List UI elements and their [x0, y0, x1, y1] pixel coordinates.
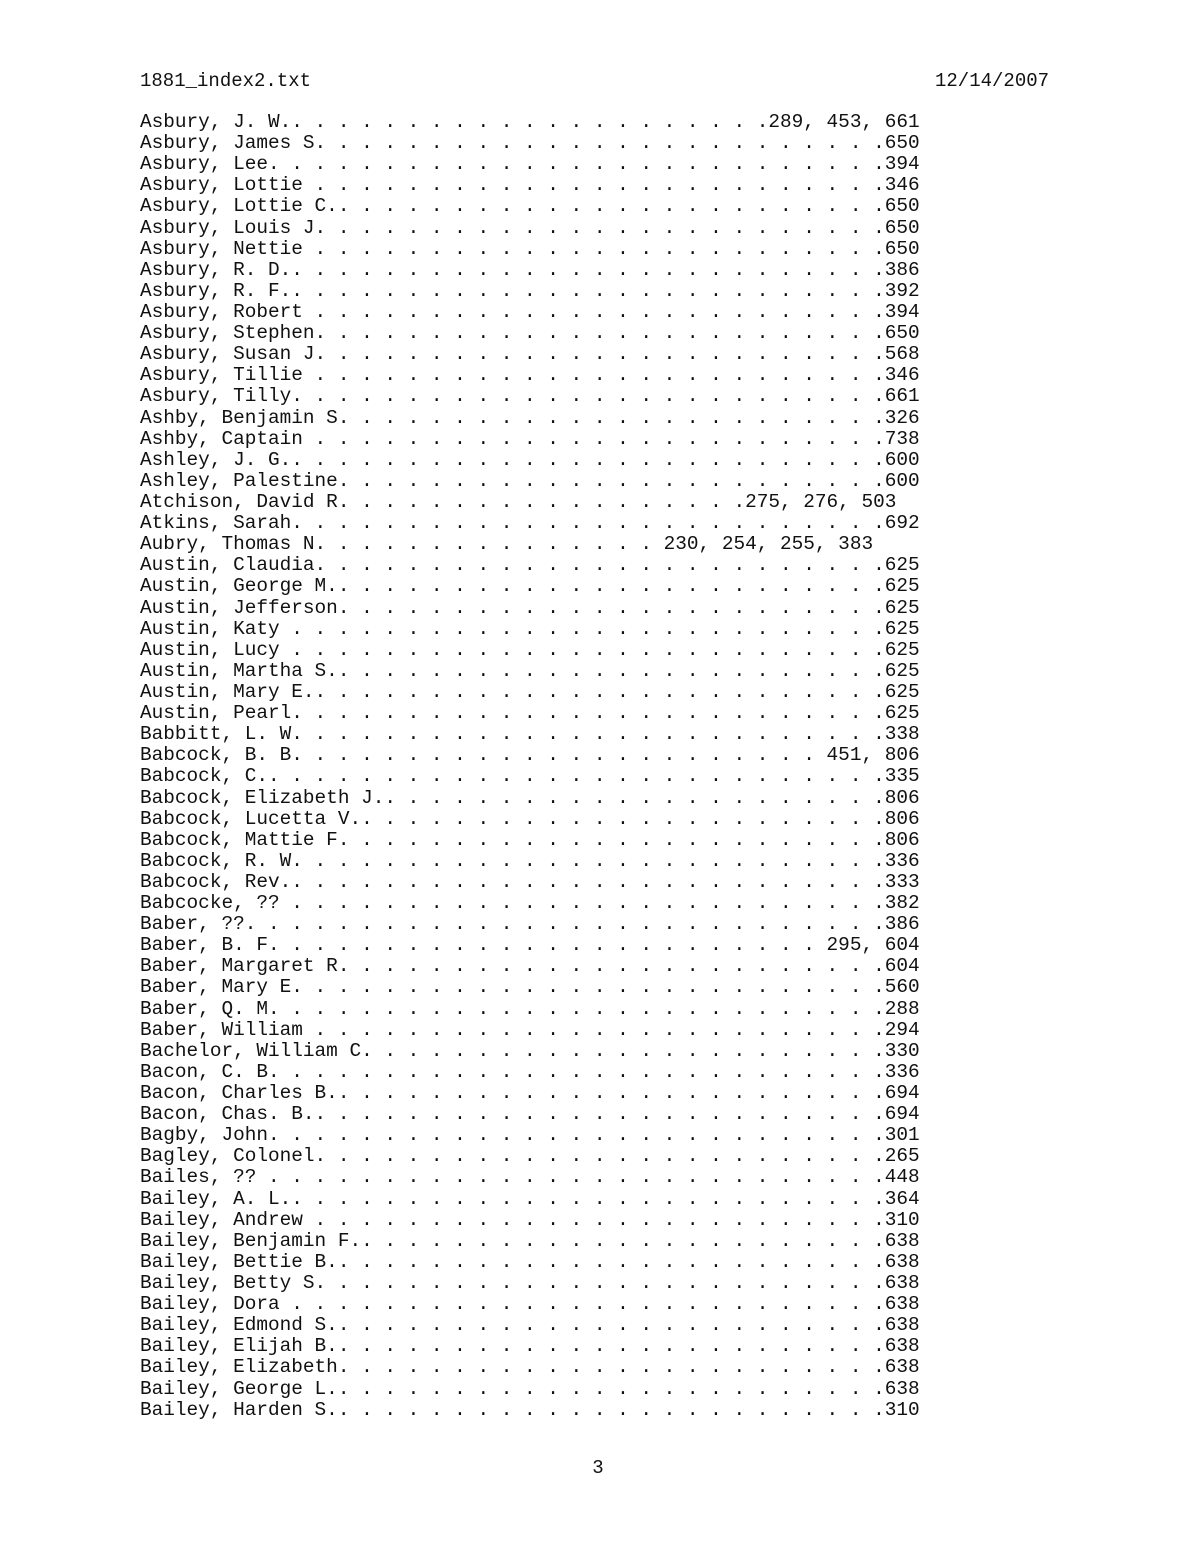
index-entry: Babcock, Mattie F. . . . . . . . . . . . . . . . . . . . . . . .806 [140, 828, 920, 851]
index-entry: Babcock, R. W. . . . . . . . . . . . . . . . . . . . . . . . . .336 [140, 849, 920, 872]
index-entry: Asbury, Susan J. . . . . . . . . . . . . . . . . . . . . . . . .568 [140, 343, 920, 366]
index-entry: Asbury, Lottie . . . . . . . . . . . . . . . . . . . . . . . . .346 [140, 174, 920, 197]
index-entry: Ashby, Benjamin S. . . . . . . . . . . . . . . . . . . . . . . .326 [140, 406, 920, 429]
index-entry: Asbury, R. F.. . . . . . . . . . . . . . . . . . . . . . . . . .392 [140, 279, 920, 302]
index-entry: Atkins, Sarah. . . . . . . . . . . . . . . . . . . . . . . . . .692 [140, 512, 920, 535]
index-entry: Bachelor, William C. . . . . . . . . . . . . . . . . . . . . . .330 [140, 1039, 920, 1062]
index-entry: Bailey, Elijah B.. . . . . . . . . . . . . . . . . . . . . . . .638 [140, 1335, 920, 1358]
index-entry: Baber, Margaret R. . . . . . . . . . . . . . . . . . . . . . . .604 [140, 955, 920, 978]
index-entry: Bacon, C. B. . . . . . . . . . . . . . . . . . . . . . . . . . .336 [140, 1060, 920, 1083]
index-entry: Babcock, B. B. . . . . . . . . . . . . . . . . . . . . . . 451, 806 [140, 744, 920, 767]
index-entry: Ashley, Palestine. . . . . . . . . . . . . . . . . . . . . . . .600 [140, 469, 920, 492]
index-entry: Bailey, Edmond S.. . . . . . . . . . . . . . . . . . . . . . . .638 [140, 1314, 920, 1337]
index-entry: Bailey, Bettie B.. . . . . . . . . . . . . . . . . . . . . . . .638 [140, 1250, 920, 1273]
index-entry: Austin, George M.. . . . . . . . . . . . . . . . . . . . . . . .625 [140, 575, 920, 598]
index-entry: Austin, Martha S.. . . . . . . . . . . . . . . . . . . . . . . .625 [140, 659, 920, 682]
index-entry: Austin, Claudia. . . . . . . . . . . . . . . . . . . . . . . . .625 [140, 554, 920, 577]
index-entry: Atchison, David R. . . . . . . . . . . . . . . . . .275, 276, 503 [140, 490, 897, 513]
index-entry: Babcock, Rev.. . . . . . . . . . . . . . . . . . . . . . . . . .333 [140, 870, 920, 893]
index-entry: Babcock, Elizabeth J.. . . . . . . . . . . . . . . . . . . . . .806 [140, 786, 920, 809]
index-entry: Asbury, James S. . . . . . . . . . . . . . . . . . . . . . . . .650 [140, 132, 920, 155]
index-entry: Ashley, J. G.. . . . . . . . . . . . . . . . . . . . . . . . . .600 [140, 448, 920, 471]
index-entry: Baber, Mary E. . . . . . . . . . . . . . . . . . . . . . . . . .560 [140, 976, 920, 999]
index-entry: Austin, Jefferson. . . . . . . . . . . . . . . . . . . . . . . .625 [140, 596, 920, 619]
index-entry: Asbury, Nettie . . . . . . . . . . . . . . . . . . . . . . . . .650 [140, 237, 920, 260]
index-entry: Austin, Pearl. . . . . . . . . . . . . . . . . . . . . . . . . .625 [140, 702, 920, 725]
index-entry: Aubry, Thomas N. . . . . . . . . . . . . . . 230, 254, 255, 383 [140, 533, 874, 556]
index-entry: Bailey, Andrew . . . . . . . . . . . . . . . . . . . . . . . . .310 [140, 1208, 920, 1231]
index-entry: Bagley, Colonel. . . . . . . . . . . . . . . . . . . . . . . . .265 [140, 1145, 920, 1168]
index-entry: Baber, William . . . . . . . . . . . . . . . . . . . . . . . . .294 [140, 1018, 920, 1041]
index-entry: Ashby, Captain . . . . . . . . . . . . . . . . . . . . . . . . .738 [140, 427, 920, 450]
index-entry: Baber, B. F. . . . . . . . . . . . . . . . . . . . . . . . 295, 604 [140, 934, 920, 957]
index-entry: Asbury, Robert . . . . . . . . . . . . . . . . . . . . . . . . .394 [140, 300, 920, 323]
page-number: 3 [592, 1457, 604, 1479]
index-entry: Babcock, C.. . . . . . . . . . . . . . . . . . . . . . . . . . .335 [140, 765, 920, 788]
index-entry: Baber, Q. M. . . . . . . . . . . . . . . . . . . . . . . . . . .288 [140, 997, 920, 1020]
index-entry: Baber, ??. . . . . . . . . . . . . . . . . . . . . . . . . . . .386 [140, 913, 920, 936]
index-entry: Asbury, R. D.. . . . . . . . . . . . . . . . . . . . . . . . . .386 [140, 258, 920, 281]
document-filename: 1881_index2.txt [140, 70, 312, 92]
index-entry: Bailey, Betty S. . . . . . . . . . . . . . . . . . . . . . . . .638 [140, 1272, 920, 1295]
index-entry: Asbury, Lee. . . . . . . . . . . . . . . . . . . . . . . . . . .394 [140, 153, 920, 176]
index-entry-list [140, 112, 920, 1421]
index-entry: Austin, Katy . . . . . . . . . . . . . . . . . . . . . . . . . .625 [140, 617, 920, 640]
index-entry: Babcock, Lucetta V.. . . . . . . . . . . . . . . . . . . . . . .806 [140, 807, 920, 830]
index-entry: Bailey, George L.. . . . . . . . . . . . . . . . . . . . . . . .638 [140, 1377, 920, 1400]
document-date: 12/14/2007 [935, 70, 1050, 92]
index-entry: Asbury, Stephen. . . . . . . . . . . . . . . . . . . . . . . . .650 [140, 322, 920, 345]
index-entry: Bailey, Benjamin F.. . . . . . . . . . . . . . . . . . . . . . .638 [140, 1229, 920, 1252]
index-entry: Babcocke, ?? . . . . . . . . . . . . . . . . . . . . . . . . . .382 [140, 892, 920, 915]
index-entry: Bailey, A. L.. . . . . . . . . . . . . . . . . . . . . . . . . .364 [140, 1187, 920, 1210]
index-entry: Asbury, J. W.. . . . . . . . . . . . . . . . . . . . .289, 453, 661 [140, 111, 920, 133]
index-entry: Bailey, Elizabeth. . . . . . . . . . . . . . . . . . . . . . . .638 [140, 1356, 920, 1379]
index-entry: Austin, Lucy . . . . . . . . . . . . . . . . . . . . . . . . . .625 [140, 638, 920, 661]
index-entry: Austin, Mary E.. . . . . . . . . . . . . . . . . . . . . . . . .625 [140, 680, 920, 703]
index-entry: Babbitt, L. W. . . . . . . . . . . . . . . . . . . . . . . . . .338 [140, 723, 920, 746]
index-entry: Bailey, Dora . . . . . . . . . . . . . . . . . . . . . . . . . .638 [140, 1293, 920, 1316]
index-entry: Bailey, Harden S.. . . . . . . . . . . . . . . . . . . . . . . .310 [140, 1398, 920, 1421]
index-entry: Bacon, Charles B.. . . . . . . . . . . . . . . . . . . . . . . .694 [140, 1082, 920, 1105]
index-entry: Asbury, Tillie . . . . . . . . . . . . . . . . . . . . . . . . .346 [140, 364, 920, 387]
index-entry: Asbury, Tilly. . . . . . . . . . . . . . . . . . . . . . . . . .661 [140, 385, 920, 408]
index-entry: Asbury, Lottie C.. . . . . . . . . . . . . . . . . . . . . . . .650 [140, 195, 920, 218]
index-entry: Bacon, Chas. B.. . . . . . . . . . . . . . . . . . . . . . . . .694 [140, 1103, 920, 1126]
index-entry: Bagby, John. . . . . . . . . . . . . . . . . . . . . . . . . . .301 [140, 1124, 920, 1147]
index-entry: Asbury, Louis J. . . . . . . . . . . . . . . . . . . . . . . . .650 [140, 216, 920, 239]
index-entry: Bailes, ?? . . . . . . . . . . . . . . . . . . . . . . . . . . .448 [140, 1166, 920, 1189]
